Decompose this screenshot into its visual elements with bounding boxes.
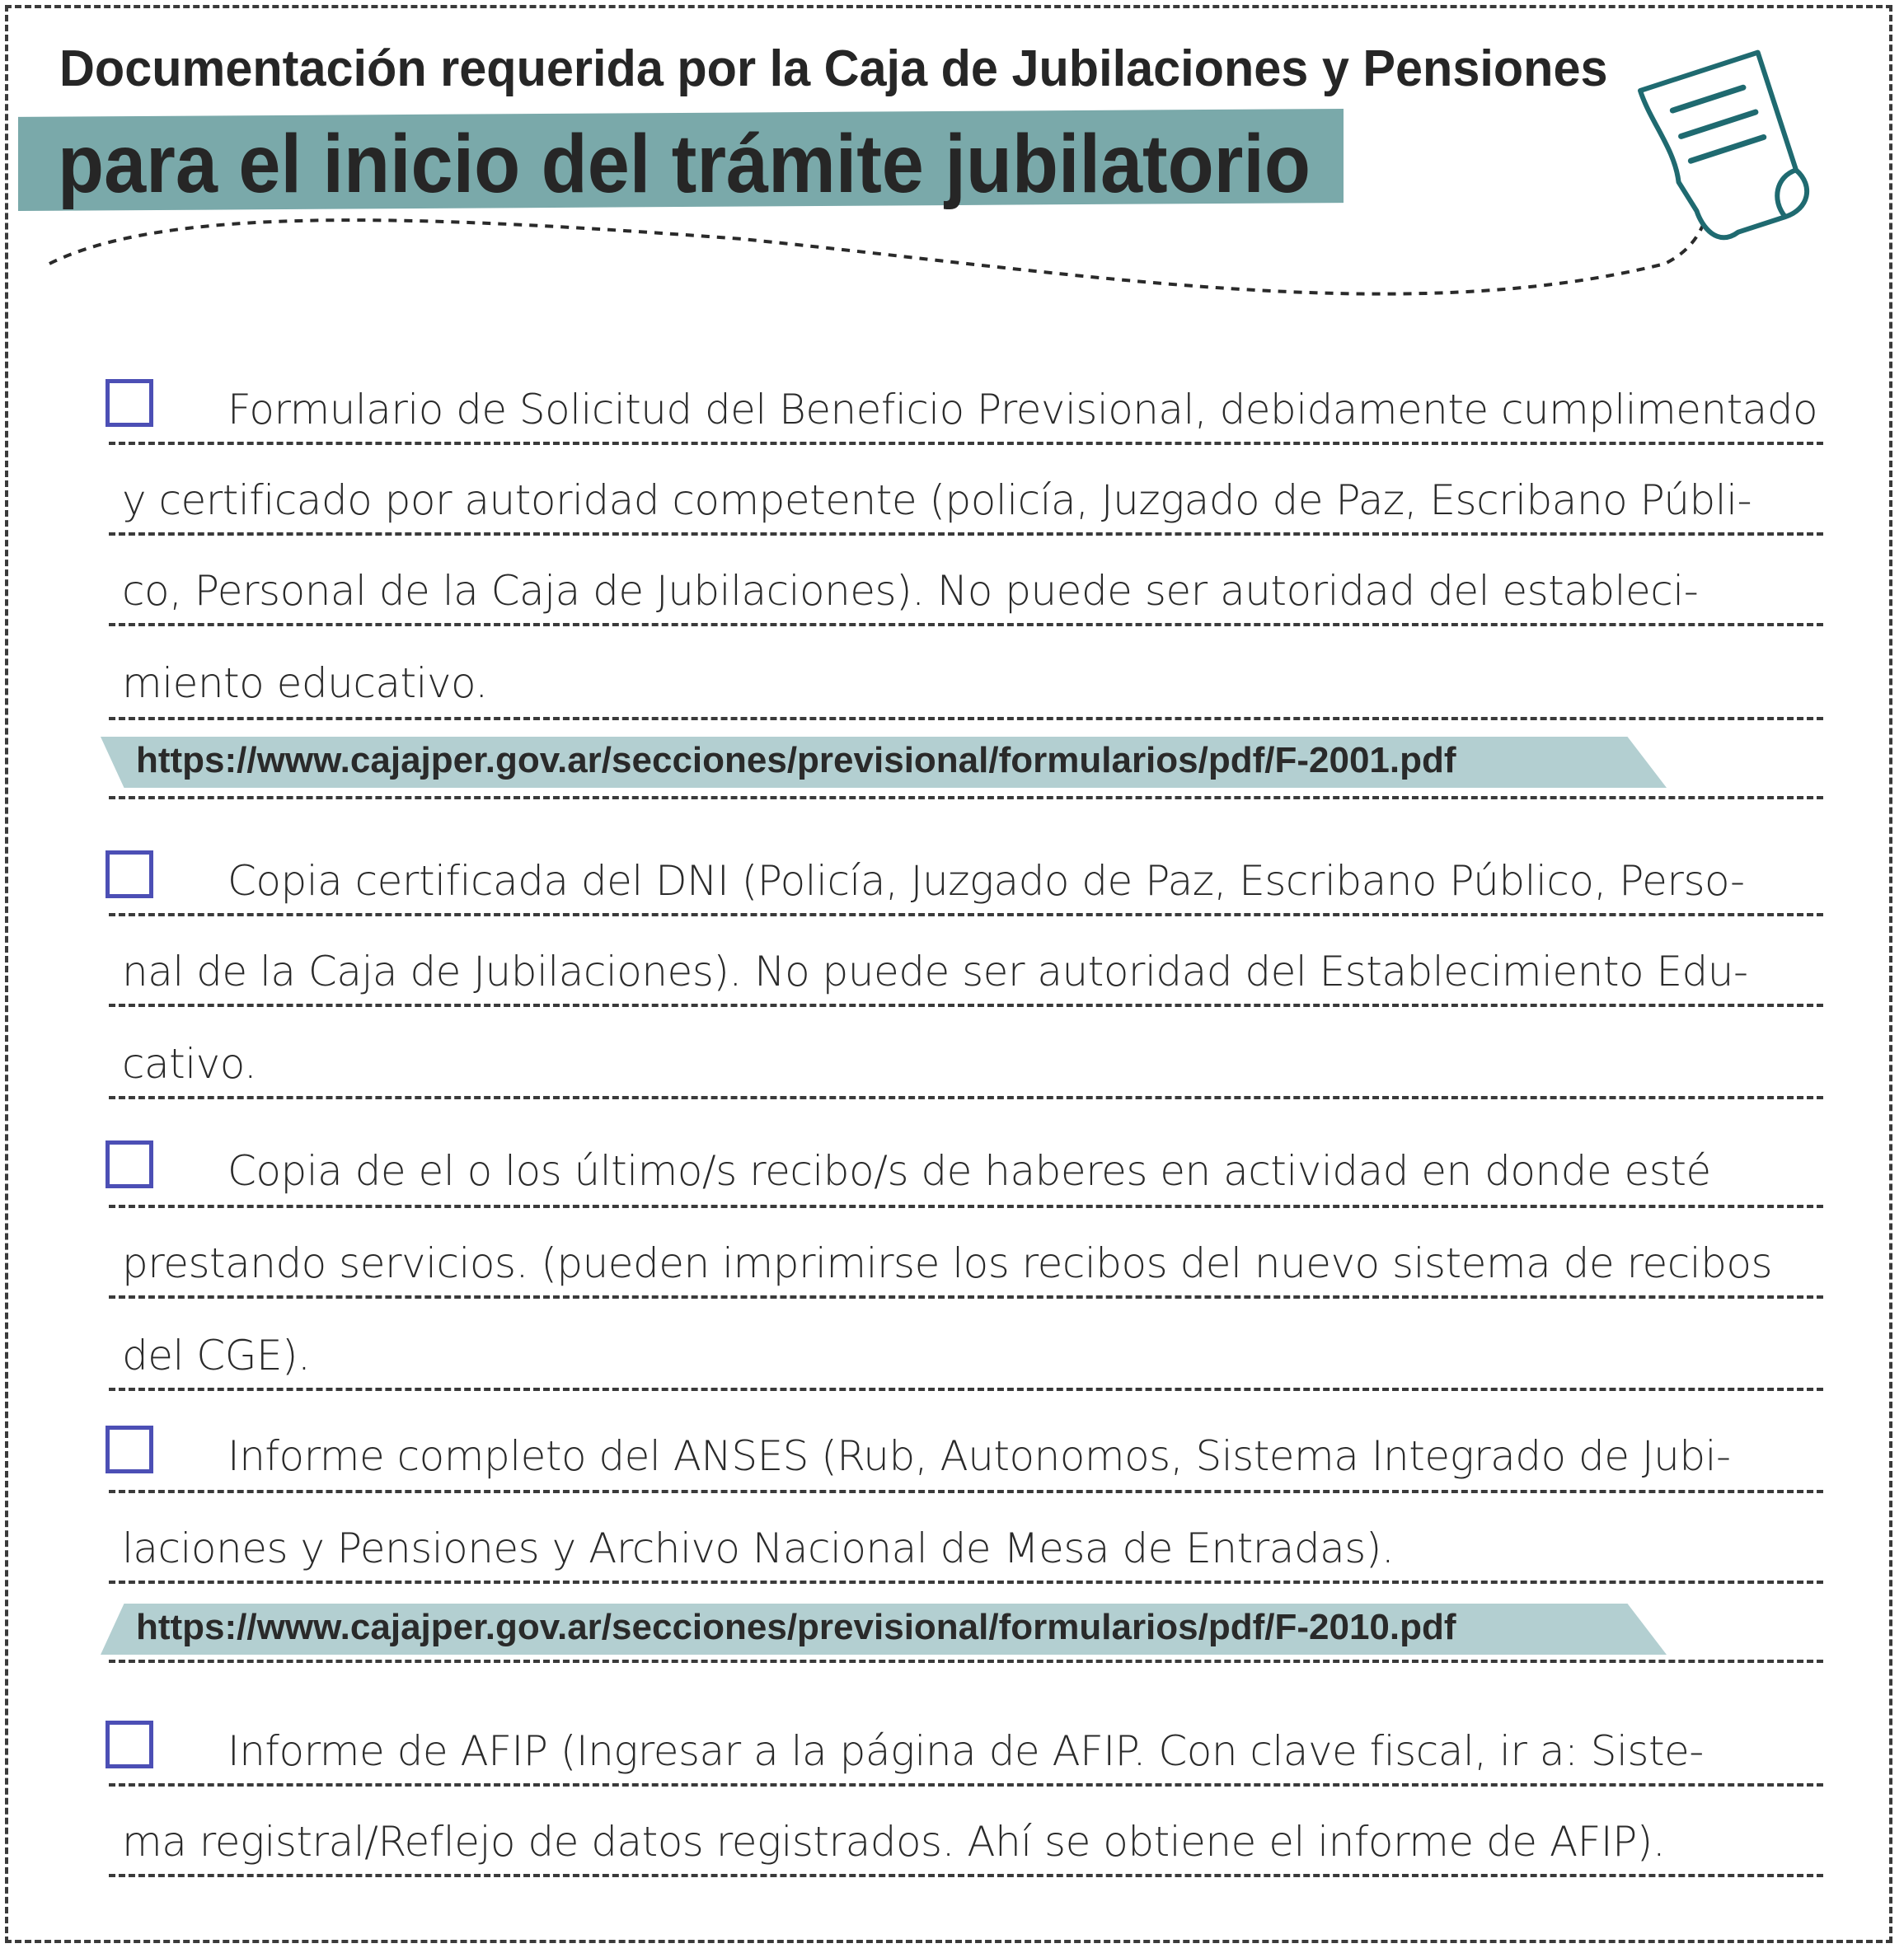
- rule: [109, 1874, 1823, 1877]
- rule: [109, 532, 1823, 536]
- rule: [109, 1660, 1823, 1663]
- checkbox-formulario[interactable]: [106, 379, 153, 427]
- rule: [109, 442, 1823, 445]
- link-anses-f2010[interactable]: https://www.cajajper.gov.ar/secciones/previsional/formularios/pdf/F-2010.pdf: [136, 1607, 1456, 1647]
- title-line-1: Documentación requerida por la Caja de Jubilaciones y Pensiones: [59, 40, 1608, 97]
- rule: [109, 623, 1823, 626]
- rule: [109, 796, 1823, 799]
- item-4-line-1: Informe completo del ANSES (Rub, Autonomos, Sistema Integrado de Jubi-: [227, 1432, 1731, 1480]
- item-2-line-1: Copia certificada del DNI (Policía, Juzgado de Paz, Escribano Público, Perso-: [227, 857, 1745, 905]
- rule: [109, 1295, 1823, 1299]
- item-3-line-3: del CGE).: [122, 1332, 311, 1379]
- item-2-line-2: nal de la Caja de Jubilaciones). No puede ser autoridad del Establecimiento Edu-: [122, 948, 1748, 995]
- checkbox-copia-dni[interactable]: [106, 850, 153, 898]
- document-icon: [1640, 51, 1814, 249]
- dotted-curve: [49, 190, 1714, 294]
- item-1-line-1: Formulario de Solicitud del Beneficio Previsional, debidamente cumplimentado: [227, 386, 1818, 433]
- rule: [109, 913, 1823, 916]
- item-5-line-2: ma registral/Reflejo de datos registrados. Ahí se obtiene el informe de AFIP).: [122, 1818, 1666, 1866]
- rule: [109, 717, 1823, 720]
- link-formulario-f2001[interactable]: https://www.cajajper.gov.ar/secciones/previsional/formularios/pdf/F-2001.pdf: [136, 740, 1456, 780]
- rule: [109, 1581, 1823, 1584]
- rule: [109, 1004, 1823, 1007]
- item-5-line-1: Informe de AFIP (Ingresar a la página de AFIP. Con clave fiscal, ir a: Siste-: [227, 1727, 1704, 1775]
- rule: [109, 1783, 1823, 1787]
- item-3-line-2: prestando servicios. (pueden imprimirse los recibos del nuevo sistema de recibos: [122, 1239, 1773, 1287]
- item-4-line-2: laciones y Pensiones y Archivo Nacional de Mesa de Entradas).: [122, 1524, 1395, 1572]
- checkbox-recibos[interactable]: [106, 1140, 153, 1188]
- rule: [109, 1490, 1823, 1493]
- checkbox-anses[interactable]: [106, 1426, 153, 1473]
- item-3-line-1: Copia de el o los último/s recibo/s de haberes en actividad en donde esté: [227, 1147, 1711, 1195]
- checkbox-afip[interactable]: [106, 1721, 153, 1768]
- rule: [109, 1388, 1823, 1391]
- title-line-2: para el inicio del trámite jubilatorio: [58, 118, 1311, 210]
- item-1-line-4: miento educativo.: [122, 659, 488, 707]
- item-1-line-3: co, Personal de la Caja de Jubilaciones). No puede ser autoridad del estableci-: [122, 567, 1699, 615]
- rule: [109, 1096, 1823, 1099]
- rule: [109, 1205, 1823, 1208]
- item-1-line-2: y certificado por autoridad competente (policía, Juzgado de Paz, Escribano Públi-: [122, 476, 1752, 524]
- item-2-line-3: cativo.: [122, 1040, 257, 1088]
